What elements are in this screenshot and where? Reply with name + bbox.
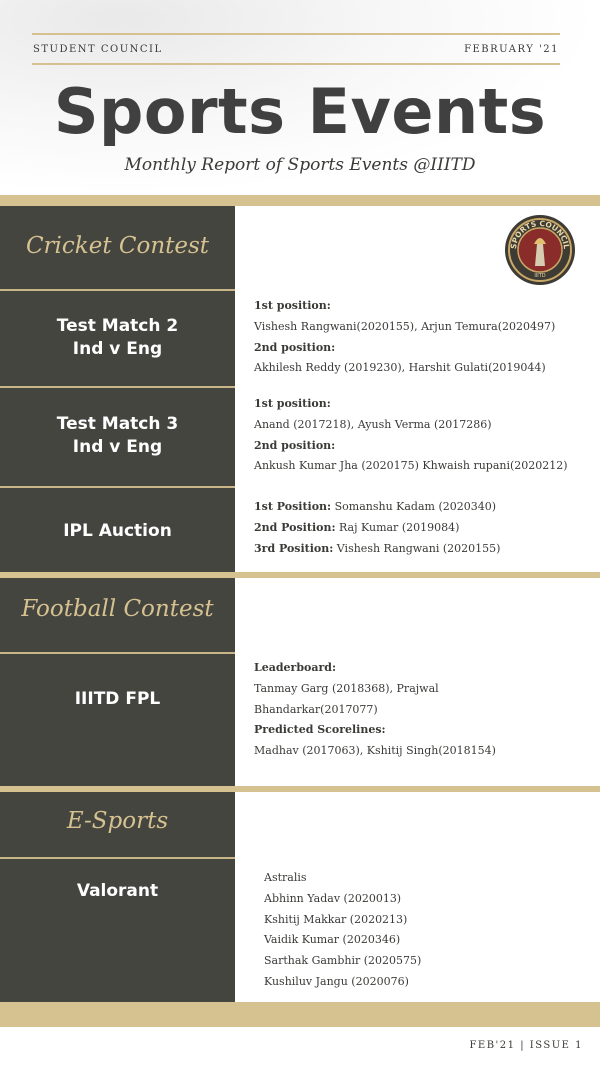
result-value: Ankush Kumar Jha (2020175) Khwaish rupani(2020212): [254, 459, 568, 473]
logo-subtext: IIITD: [534, 273, 546, 279]
issue-label: FEB'21 | ISSUE 1: [469, 1040, 583, 1051]
sidebar-separator: [0, 857, 235, 859]
result-label: Leaderboard:: [254, 661, 337, 674]
team-member: Sarthak Gambhir (2020575): [264, 954, 422, 968]
sidebar-separator: [0, 386, 235, 388]
result-value: Somanshu Kadam (2020340): [331, 500, 497, 513]
sidebar-separator: [0, 289, 235, 291]
event-test-match-3: [0, 413, 235, 459]
page-title: Sports Events: [53, 75, 547, 148]
result-label: 1st position:: [254, 397, 331, 410]
result-label: 1st position:: [254, 299, 331, 312]
event-iiitd-fpl: IIITD FPL: [74, 689, 161, 709]
result-label: 2nd position:: [254, 340, 336, 354]
event-valorant: Valorant: [76, 881, 159, 901]
gold-divider: [0, 195, 600, 206]
header-bottom-rule: [32, 63, 560, 65]
event-name-line2: Ind v Eng: [72, 437, 163, 457]
esports-section-title: E-Sports: [66, 808, 169, 834]
result-value: Raj Kumar (2019084): [335, 520, 460, 534]
gold-footer-band: [0, 1002, 600, 1027]
sidebar-separator: [0, 486, 235, 488]
org-label: STUDENT COUNCIL: [33, 44, 163, 55]
cricket-section-title: Cricket Contest: [25, 233, 210, 259]
ipl-auction-results: [254, 497, 584, 559]
test-match-2-results: [254, 296, 584, 379]
team-name: Astralis: [264, 871, 307, 884]
result-value: Akhilesh Reddy (2019230), Harshit Gulati(2019044): [254, 361, 546, 375]
result-value: Vishesh Rangwani(2020155), Arjun Temura(2020497): [254, 319, 556, 333]
team-member: Kushiluv Jangu (2020076): [264, 974, 409, 988]
result-label: 3rd Position:: [254, 541, 334, 555]
event-name-line1: Test Match 3: [56, 414, 179, 434]
event-name-line2: Ind v Eng: [72, 339, 163, 359]
logo-text: SPORTS COUNCIL: [508, 218, 572, 250]
iiitd-fpl-results: [254, 658, 584, 762]
cricket-sidebar: [0, 206, 235, 572]
result-label: 2nd Position:: [254, 520, 336, 534]
team-member: Vaidik Kumar (2020346): [264, 933, 401, 947]
team-member: Kshitij Makkar (2020213): [264, 912, 408, 926]
valorant-team-list: [264, 868, 594, 993]
sidebar-separator: [0, 652, 235, 654]
sports-council-badge-icon: [504, 214, 576, 286]
result-label: Predicted Scorelines:: [254, 723, 386, 737]
event-ipl-auction: IPL Auction: [63, 521, 172, 541]
result-label: 1st Position:: [254, 500, 332, 513]
header-top-rule: [32, 33, 560, 35]
test-match-3-results: [254, 394, 584, 477]
event-test-match-2: [0, 315, 235, 361]
team-member: Abhinn Yadav (2020013): [264, 891, 402, 905]
result-value: Tanmay Garg (2018368), Prajwal: [254, 681, 439, 695]
date-label: FEBRUARY '21: [464, 44, 559, 55]
event-name-line1: Test Match 2: [56, 316, 179, 336]
page-subtitle: Monthly Report of Sports Events @IIITD: [124, 155, 476, 175]
result-value: Vishesh Rangwani (2020155): [333, 541, 501, 555]
result-value: Madhav (2017063), Kshitij Singh(2018154): [254, 744, 496, 758]
result-value: Bhandarkar(2017077): [254, 702, 378, 716]
football-section-title: Football Contest: [21, 596, 214, 622]
result-label: 2nd position:: [254, 438, 336, 452]
result-value: Anand (2017218), Ayush Verma (2017286): [254, 417, 492, 431]
